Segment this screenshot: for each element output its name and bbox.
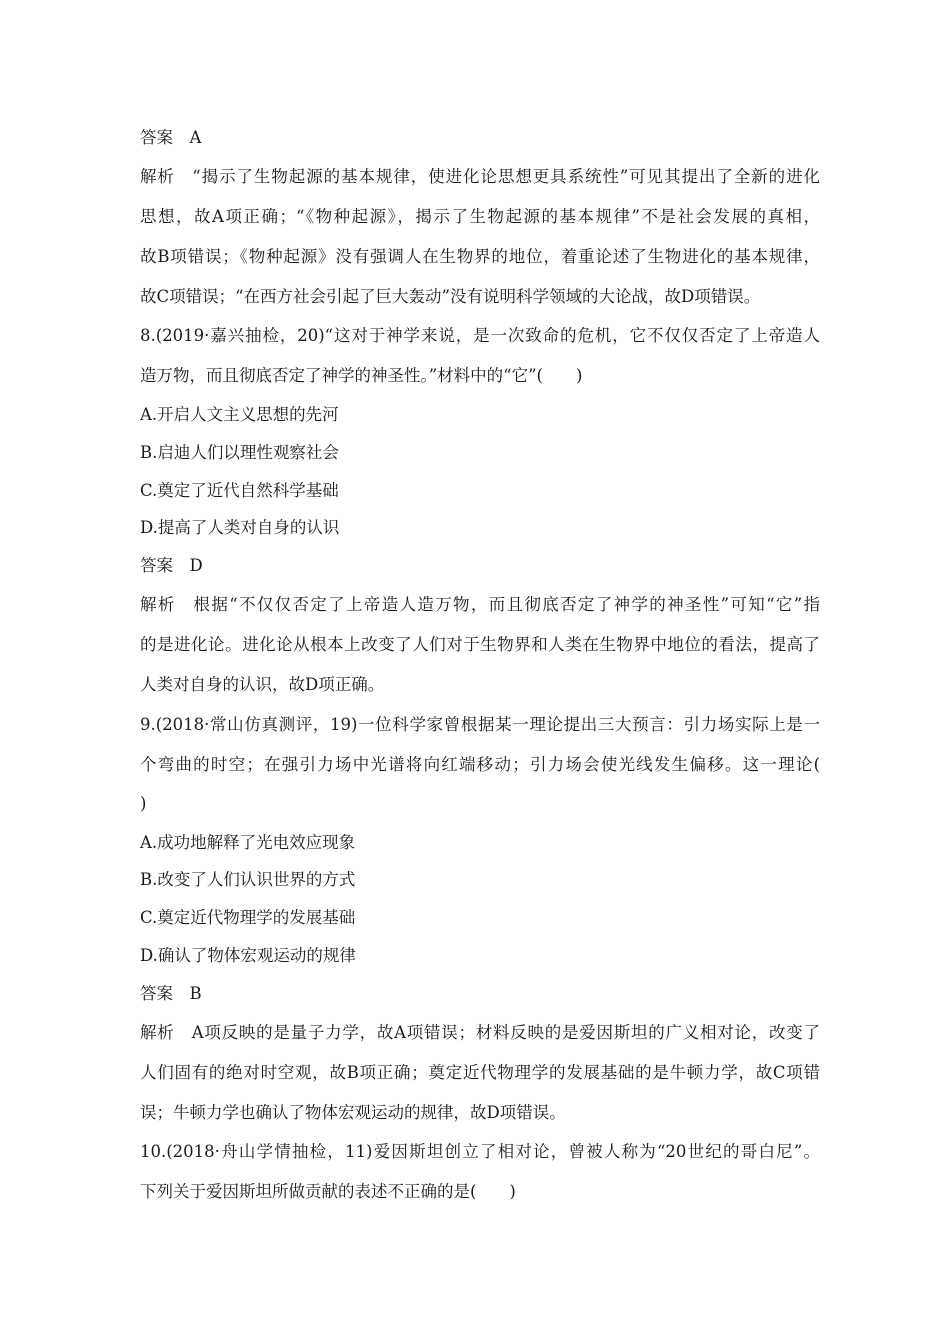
explanation-8-line-2: 的是进化论。进化论从根本上改变了人们对于生物界和人类在生物界中地位的看法，提高了: [140, 635, 820, 654]
explanation-8-line-3: 人类对自身的认识，故D项正确。: [140, 675, 385, 694]
explanation-8-line-1: 解析 根据“不仅仅否定了上帝造人造万物，而且彻底否定了神学的神圣性”可知“它”指: [140, 595, 820, 614]
question-9-option-d: D.确认了物体宏观运动的规律: [140, 946, 356, 965]
question-9-line-1: 9.(2018·常山仿真测评，19)一位科学家曾根据某一理论提出三大预言：引力场实际上是一: [140, 715, 820, 734]
answer-8: 答案 D: [140, 556, 203, 575]
answer-9: 答案 B: [140, 984, 202, 1003]
question-9-option-c: C.奠定近代物理学的发展基础: [140, 908, 356, 927]
explanation-9-line-3: 误；牛顿力学也确认了物体宏观运动的规律，故D项错误。: [140, 1103, 566, 1122]
question-9-option-a: A.成功地解释了光电效应现象: [140, 833, 356, 852]
explanation-7-line-2: 思想，故A项正确；“《物种起源》，揭示了生物起源的基本规律”不是社会发展的真相，: [140, 207, 820, 226]
question-9-line-2: 个弯曲的时空；在强引力场中光谱将向红端移动；引力场会使光线发生偏移。这一理论(: [140, 755, 820, 774]
question-8-option-c: C.奠定了近代自然科学基础: [140, 481, 339, 500]
question-9-option-b: B.改变了人们认识世界的方式: [140, 870, 356, 889]
answer-7: 答案 A: [140, 128, 202, 147]
explanation-7-line-3: 故B项错误；《物种起源》没有强调人在生物界的地位，着重论述了生物进化的基本规律，: [140, 247, 820, 266]
question-10-line-2: 下列关于爱因斯坦所做贡献的表述不正确的是( ): [140, 1182, 516, 1201]
question-8-line-2: 造万物，而且彻底否定了神学的神圣性。”材料中的“它”( ): [140, 366, 583, 385]
explanation-7-line-4: 故C项错误；“在西方社会引起了巨大轰动”没有说明科学领域的大论战，故D项错误。: [140, 287, 761, 306]
question-8-option-b: B.启迪人们以理性观察社会: [140, 443, 339, 462]
explanation-7-line-1: 解析 “揭示了生物起源的基本规律，使进化论思想更具系统性”可见其提出了全新的进化: [140, 167, 820, 186]
explanation-9-line-2: 人们固有的绝对时空观，故B项正确；奠定近代物理学的发展基础的是牛顿力学，故C项错: [140, 1063, 820, 1082]
question-8-option-d: D.提高了人类对自身的认识: [140, 518, 340, 537]
question-8-line-1: 8.(2019·嘉兴抽检，20)“这对于神学来说，是一次致命的危机，它不仅仅否定了上帝造人: [140, 326, 820, 345]
explanation-9-line-1: 解析 A项反映的是量子力学，故A项错误；材料反映的是爱因斯坦的广义相对论，改变了: [140, 1023, 820, 1042]
question-8-option-a: A.开启人文主义思想的先河: [140, 405, 339, 424]
question-10-line-1: 10.(2018·舟山学情抽检，11)爱因斯坦创立了相对论，曾被人称为“20世纪的哥白尼”。: [140, 1142, 820, 1161]
question-9-line-3: ): [140, 794, 147, 813]
